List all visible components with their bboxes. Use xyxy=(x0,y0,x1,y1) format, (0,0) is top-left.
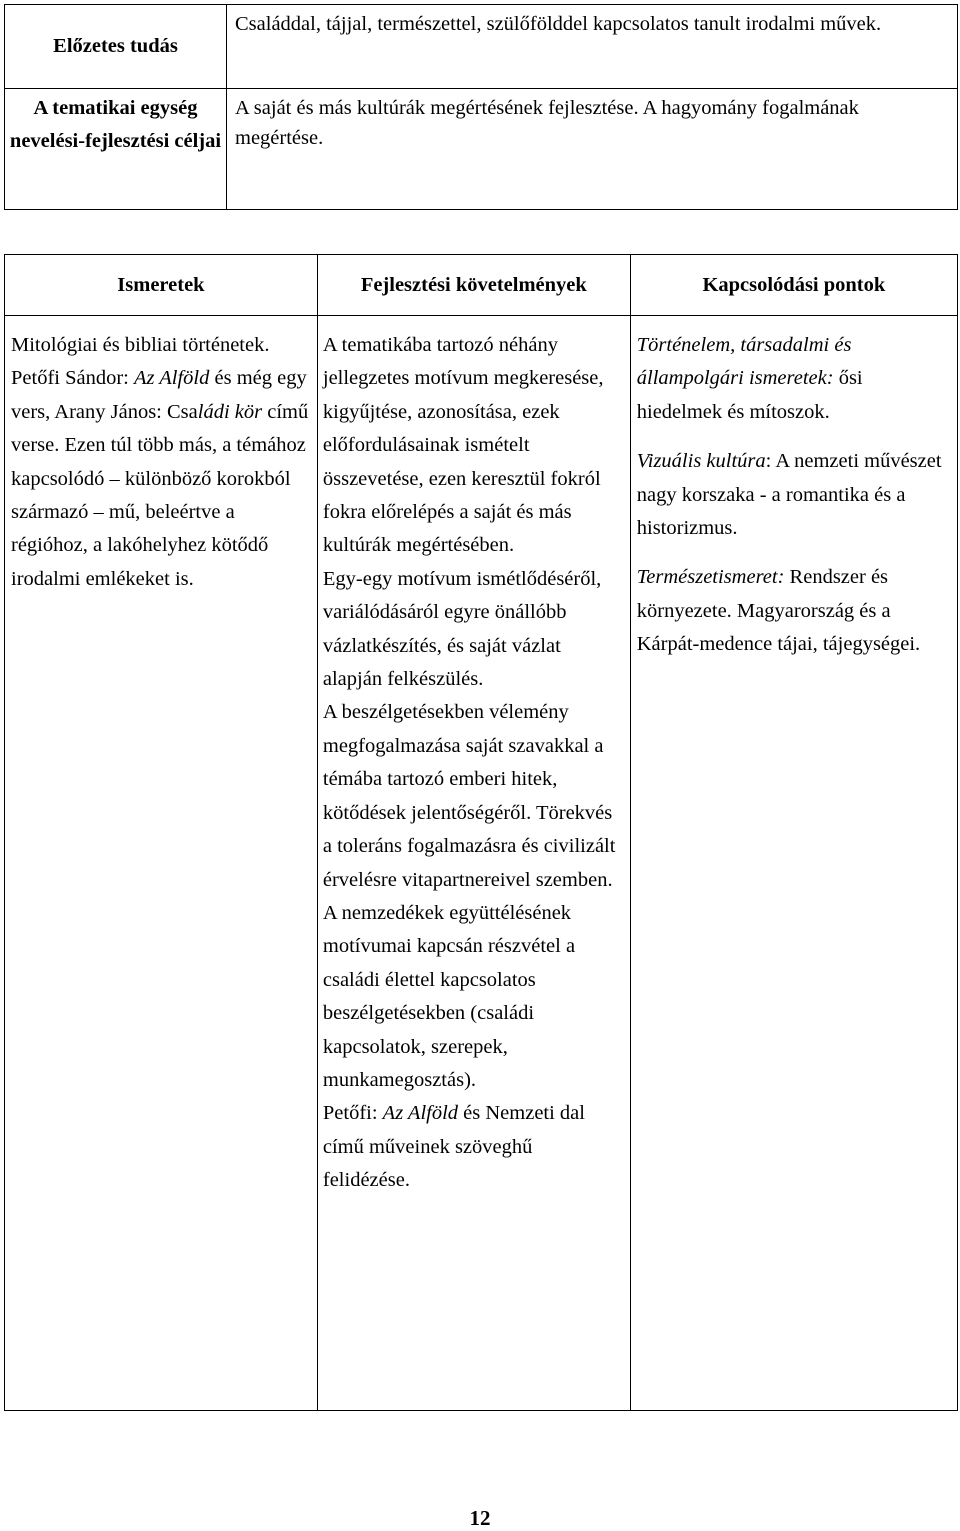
kapcsolodasi-visual-culture xyxy=(637,445,951,545)
intro-table xyxy=(4,4,958,210)
header-kapcsolodasi: Kapcsolódási pontok xyxy=(630,255,957,316)
text-span: : A nemzeti művészet nagy korszaka - a romantika és a historizmus. xyxy=(636,450,942,540)
fejlesztesi-paragraph-4: A nemzedékek együttélésének motívumai kapcsán részvétel a családi élettel kapcsolatos beszélgetésekben (családi kapcsolatok, szerepek, munkamegosztás). xyxy=(322,901,576,1091)
main-table xyxy=(4,254,958,1411)
ismeretek-paragraph-1: Mitológiai és bibliai történetek. xyxy=(11,334,270,356)
fejlesztesi-paragraph-2: Egy-egy motívum ismétlődéséről, variálódásáról egyre önállóbb vázlatkészítés, és saját vázlat alapján felkészülés. xyxy=(322,567,602,691)
text-span: és még egy vers, Arany János: Csa xyxy=(11,367,307,423)
page-number: 12 xyxy=(469,1506,491,1530)
kapcsolodasi-history xyxy=(637,329,951,429)
subject-name: Történelem, társadalmi és állampolgári ismeretek: xyxy=(636,334,852,390)
prior-knowledge-value: Családdal, tájjal, természettel, szülőfölddel kapcsolatos tanult irodalmi művek. xyxy=(227,5,958,89)
kapcsolodasi-science xyxy=(637,561,951,661)
fejlesztesi-cell xyxy=(317,316,630,1411)
text-span: Rendszer és környezete. Magyarország és a Kárpát-medence tájai, tájegységei. xyxy=(636,566,921,656)
subject-name: Természetismeret: xyxy=(636,566,785,589)
main-table-header xyxy=(5,255,958,316)
work-title: ládi kör xyxy=(197,400,263,423)
kapcsolodasi-cell xyxy=(630,316,957,1411)
header-fejlesztesi: Fejlesztési követelmények xyxy=(317,255,630,316)
text-span: Petőfi Sándor: xyxy=(11,367,134,390)
text-span: című verse. Ezen túl több más, a témához kapcsolódó – különböző korokból származó – mű, beleértve a régióhoz, a lakóhelyhez kötődő irodalmi emlékeket is. xyxy=(11,400,309,590)
intro-row-goals xyxy=(5,89,958,210)
main-table-row xyxy=(5,316,958,1411)
fejlesztesi-paragraph-3: A beszélgetésekben vélemény megfogalmazása saját szavakkal a témába tartozó emberi hitek, kötődések jelentőségéről. Törekvés a toleráns fogalmazásra és civilizált érvelésre vitapartnereivel szemben. xyxy=(322,701,616,891)
header-ismeretek: Ismeretek xyxy=(5,255,318,316)
intro-row-prior-knowledge xyxy=(5,5,958,89)
work-title: Az Alföld xyxy=(382,1102,459,1125)
text-span: Petőfi: xyxy=(322,1102,383,1125)
prior-knowledge-label: Előzetes tudás xyxy=(5,5,227,89)
subject-name: Vizuális kultúra xyxy=(636,450,766,473)
fejlesztesi-paragraph-1: A tematikába tartozó néhány jellegzetes motívum megkeresése, kigyűjtése, azonosítása, ezek előfordulásainak ismételt összevetése, ezen keresztül fokról fokra előrelépés a saját és más kultúrák megértésében. xyxy=(322,334,604,557)
text-span: ősi hiedelmek és mítoszok. xyxy=(636,367,863,423)
ismeretek-paragraph-2 xyxy=(11,362,311,596)
text-span: és Nemzeti dal című műveinek szöveghű felidézése. xyxy=(322,1102,585,1192)
fejlesztesi-paragraph-5 xyxy=(323,1097,624,1197)
goals-label: A tematikai egység nevelési-fejlesztési céljai xyxy=(5,89,227,210)
work-title: Az Alföld xyxy=(134,367,210,390)
ismeretek-cell xyxy=(5,316,318,1411)
goals-value: A saját és más kultúrák megértésének fejlesztése. A hagyomány fogalmának megértése. xyxy=(227,89,958,210)
